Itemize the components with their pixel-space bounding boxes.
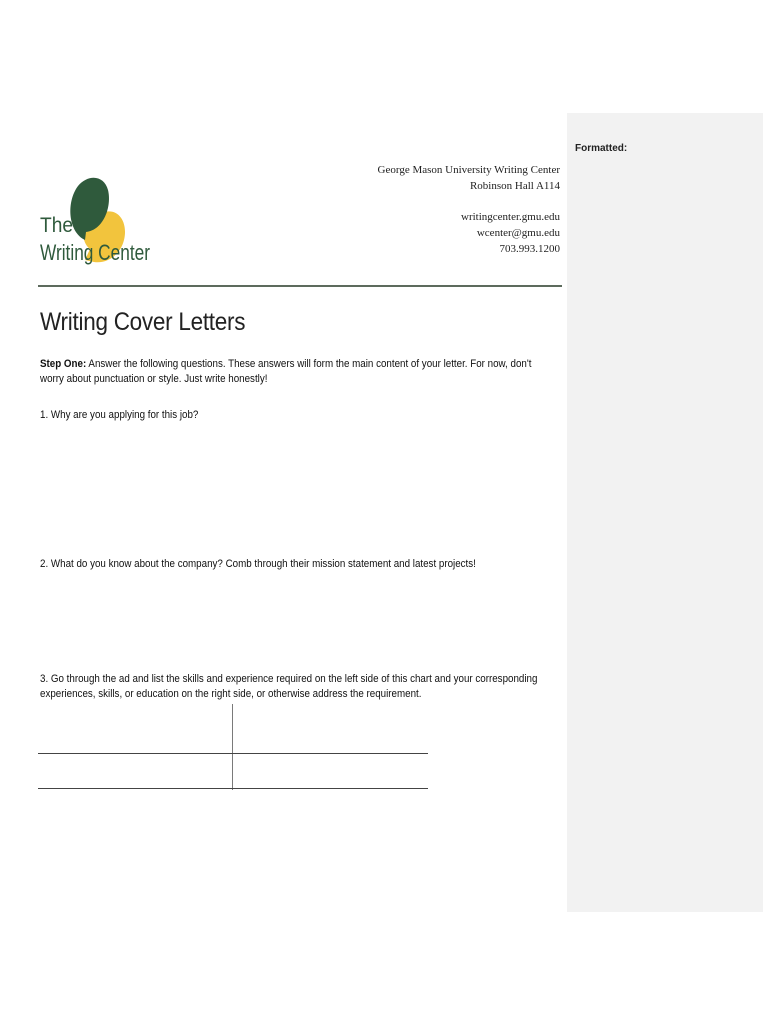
question-1: 1. Why are you applying for this job? xyxy=(40,409,199,421)
address-org: George Mason University Writing Center xyxy=(377,164,560,176)
logo-text-writing-center: Writing Center xyxy=(40,240,150,265)
table-column-divider xyxy=(232,704,233,790)
step-one-paragraph xyxy=(40,357,556,387)
step-one-label: Step One: xyxy=(40,358,87,370)
step-one-text: Answer the following questions. These answers will form the main content of your letter. For now, don't worry about punctuation or style. Just write honestly! xyxy=(40,358,532,385)
address-block xyxy=(378,162,560,257)
address-phone: 703.993.1200 xyxy=(499,243,560,255)
address-email: wcenter@gmu.edu xyxy=(476,227,560,239)
comment-pane xyxy=(567,113,763,912)
writing-center-logo xyxy=(38,172,158,272)
logo-text-the: The xyxy=(40,214,73,237)
skills-chart-table xyxy=(38,704,428,790)
comment-pane-title: Formatted: xyxy=(575,143,628,154)
address-building: Robinson Hall A114 xyxy=(469,180,560,192)
address-website: writingcenter.gmu.edu xyxy=(461,211,560,223)
header-divider xyxy=(38,285,562,287)
question-2: 2. What do you know about the company? Comb through their mission statement and latest projects! xyxy=(40,558,476,570)
table-row-divider xyxy=(38,753,428,754)
question-3: 3. Go through the ad and list the skills and experience required on the left side of this chart and your corresponding experiences, skills, or education on the right side, or otherwise address the requirement. xyxy=(40,673,538,700)
table-bottom-border xyxy=(38,788,428,789)
page-title: Writing Cover Letters xyxy=(40,308,246,336)
